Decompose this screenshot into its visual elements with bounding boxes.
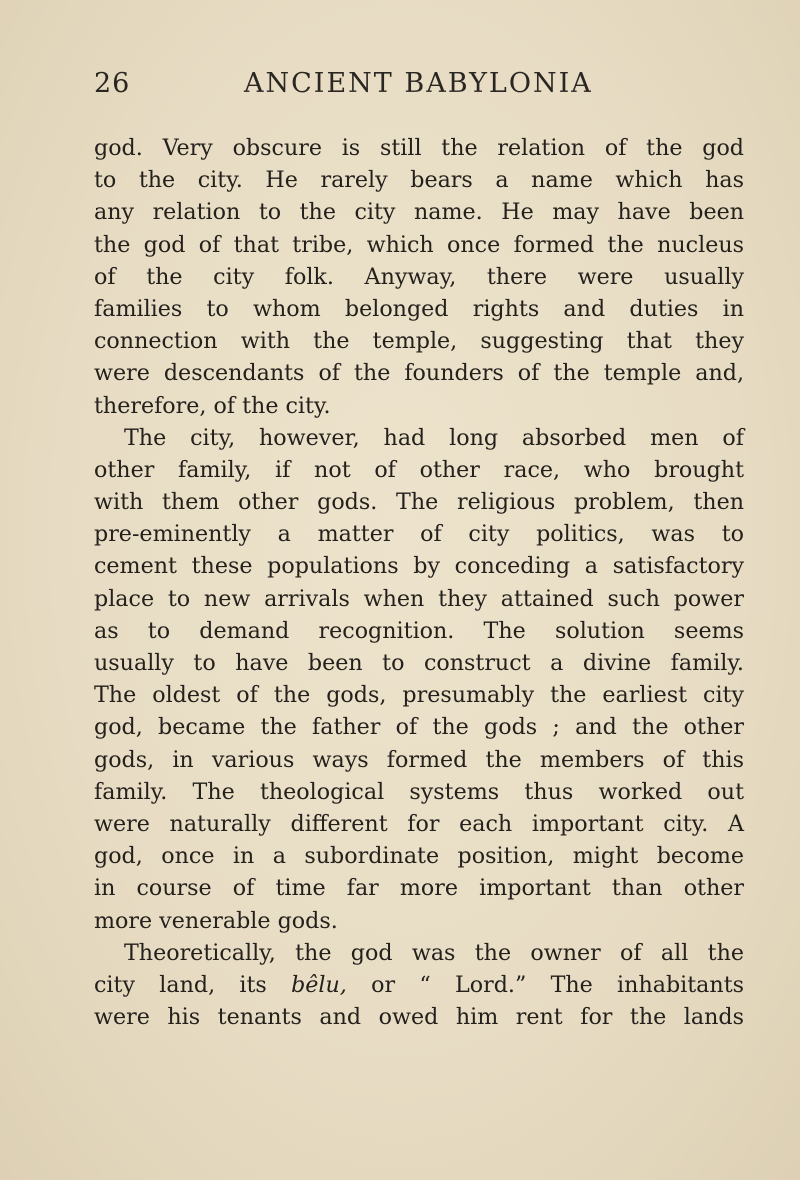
text-line: in course of time far more important than other [94, 875, 744, 902]
paragraph-end-line: therefore, of the city. [94, 392, 331, 419]
text-line: cement these populations by conceding a satisfactory [94, 553, 744, 580]
running-head: ANCIENT BABYLONIA [244, 68, 593, 99]
line-text-before: city land, its [94, 971, 292, 998]
text-line: to the city. He rarely bears a name which has [94, 167, 744, 194]
text-line: family. The theological systems thus worked out [94, 778, 744, 805]
page-header [94, 68, 742, 112]
text-line-with-italic [94, 969, 744, 1001]
text-line: The oldest of the gods, presumably the earliest city [94, 682, 744, 709]
text-line: with them other gods. The religious problem, then [94, 489, 744, 516]
text-line: god. Very obscure is still the relation of the god [94, 135, 744, 161]
text-line: were descendants of the founders of the temple and, [94, 360, 744, 387]
body-text [94, 132, 744, 1033]
line-text-after: or “ Lord.” The inhabitants [346, 971, 744, 998]
text-line: any relation to the city name. He may have been [94, 199, 744, 226]
text-line: of the city folk. Anyway, there were usually [94, 263, 744, 290]
text-line: god, once in a subordinate position, might become [94, 843, 744, 870]
text-line: families to whom belonged rights and duties in [94, 295, 744, 322]
text-line: pre-eminently a matter of city politics, was to [94, 521, 744, 548]
paragraph-end-line: more venerable gods. [94, 907, 338, 934]
paragraph-start-line: Theoretically, the god was the owner of all the [124, 939, 744, 966]
text-line: the god of that tribe, which once formed the nucleus [94, 231, 744, 258]
paragraph-start-line: The city, however, had long absorbed men of [124, 424, 744, 451]
text-line: as to demand recognition. The solution seems [94, 617, 744, 644]
text-line: gods, in various ways formed the members of this [94, 746, 744, 773]
italic-term: bêlu, [291, 971, 347, 998]
text-line: connection with the temple, suggesting that they [94, 328, 744, 355]
text-line: god, became the father of the gods ; and the other [94, 714, 744, 741]
text-line: usually to have been to construct a divine family. [94, 650, 744, 676]
text-line: were naturally different for each important city. A [94, 810, 744, 837]
text-line: other family, if not of other race, who brought [94, 456, 744, 483]
text-line: place to new arrivals when they attained such power [94, 585, 744, 612]
text-line: were his tenants and owed him rent for the lands [94, 1004, 744, 1031]
page-number: 26 [94, 68, 131, 99]
